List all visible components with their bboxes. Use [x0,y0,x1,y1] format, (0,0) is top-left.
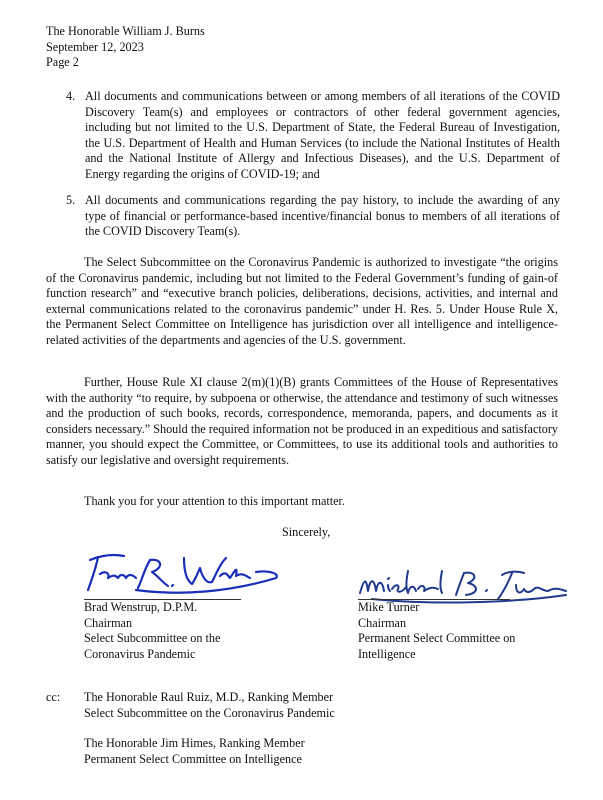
cc-entry-line1: The Honorable Jim Himes, Ranking Member [84,736,305,750]
request-text: All documents and communications between or among members of all iterations of the COVID Discovery Team(s) and employees or contractors of other federal government agencies, including but not limited to the U.S. Department of State, the Federal Bureau of Investigation, the U.S. Department of Health and Human Services (to include the National Institutes of Health and the National Institute of Allergy and Infectious Diseases), and the U.S. Department of Energy regarding the origins of COVID-19; and [85,89,560,181]
cc-entry-line2: Permanent Select Committee on Intelligence [84,751,302,766]
signatory-title: Chairman [358,615,407,630]
letter-header [46,24,205,71]
request-number: 5. [66,193,76,207]
request-number: 4. [66,89,76,103]
turner-signature-block [358,600,515,662]
cc-entry-himes [84,736,305,767]
signatory-org-line1: Select Subcommittee on the [84,631,221,646]
cc-entry-line2: Select Subcommittee on the Coronavirus Pandemic [84,705,335,720]
thanks-line: Thank you for your attention to this important matter. [84,494,345,508]
signatory-org-line2: Intelligence [358,646,416,661]
request-item-5 [66,193,560,240]
request-item-4 [66,89,560,183]
wenstrup-signature-block [84,600,220,662]
page-number: Page 2 [46,55,79,70]
authority-paragraph: The Select Subcommittee on the Coronavirus Pandemic is authorized to investigate “the origins of the Coronavirus pandemic, including but not limited to the Federal Government’s funding of gain-of function research” and “executive branch policies, deliberations, decisions, activities, and internal and external communications related to the coronavirus pandemic” under H. Res. 5. Under House Rule X, the Permanent Select Committee on Intelligence has jurisdiction over all intelligence and intelligence-related activities of the departments and agencies of the U.S. government. [46,255,558,347]
signatory-name: Mike Turner [358,600,420,614]
cc-entry-ruiz [84,690,335,721]
signatory-org-line2: Coronavirus Pandemic [84,646,196,661]
signatory-org-line1: Permanent Select Committee on [358,631,516,646]
signatory-title: Chairman [84,615,133,630]
signatory-name: Brad Wenstrup, D.P.M. [84,600,198,614]
letter-date: September 12, 2023 [46,39,144,54]
recipient-line: The Honorable William J. Burns [46,24,205,38]
wenstrup-signature [80,546,280,598]
house-rule-paragraph: Further, House Rule XI clause 2(m)(1)(B) grants Committees of the House of Representatives with the authority “to require, by subpoena or otherwise, the attendance and testimony of such witnesses and the production of such books, records, correspondence, memoranda, papers, and documents as it considers necessary.” Should the required information not be produced in an expeditious and satisfactory manner, you should expect the Committee, or Committees, to use its additional tools and authorities to satisfy our legislative and oversight requirements. [46,375,558,467]
request-text: All documents and communications regarding the pay history, to include the awarding of any type of financial or performance-based incentive/financial bonus to members of all iterations of the COVID Discovery Team(s). [85,193,560,239]
cc-label: cc: [46,690,61,704]
cc-entry-line1: The Honorable Raul Ruiz, M.D., Ranking Member [84,690,334,704]
sincerely-line: Sincerely, [282,525,331,539]
